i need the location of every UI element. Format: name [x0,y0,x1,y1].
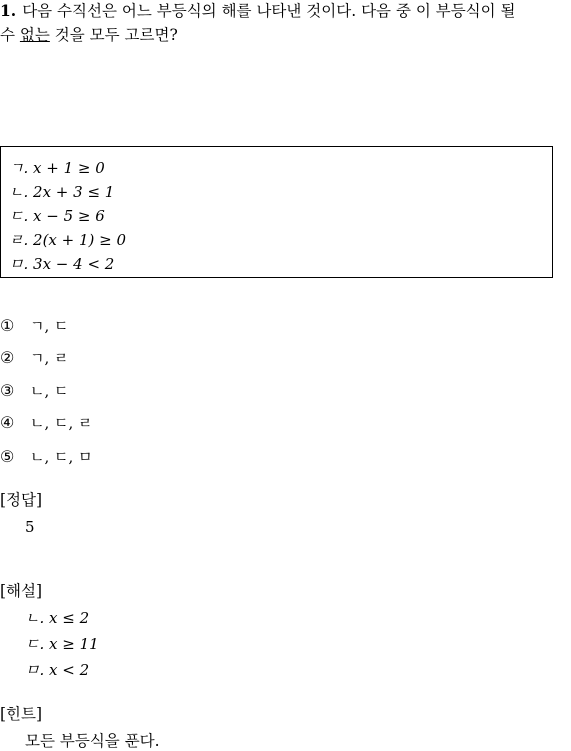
explanation-line: ㄴ. x ≤ 2 [25,609,90,627]
choice-3[interactable] [0,381,69,401]
choice-2[interactable] [0,348,69,368]
inequality-item: ㄹ. 2(x + 1) ≥ 0 [9,231,127,249]
question-line-1 [0,0,516,22]
question-text-2a: 수 [0,26,20,44]
choice-text: ㄱ, ㄷ [30,317,69,335]
hint-text: 모든 부등식을 푼다. [25,732,160,750]
choice-number: ④ [0,413,15,432]
explanation-line: ㅁ. x < 2 [25,661,90,679]
hint-label: [힌트] [0,705,43,723]
question-number: 1. [0,1,17,20]
choice-number: ① [0,316,15,335]
inequality-item: ㄱ. x + 1 ≥ 0 [9,159,105,177]
answer-value: 5 [25,518,35,536]
question-text-1: 다음 수직선은 어느 부등식의 해를 나타낸 것이다. 다음 중 이 부등식이 될 [22,2,516,20]
question-emphasis: 없는 [19,26,50,44]
explanation-label: [해설] [0,582,43,600]
question-line-2 [0,24,178,46]
choice-4[interactable] [0,413,93,433]
choice-number: ⑤ [0,447,15,466]
inequality-item: ㄷ. x − 5 ≥ 6 [9,207,105,225]
explanation-line: ㄷ. x ≥ 11 [25,635,99,653]
choice-1[interactable] [0,316,69,336]
choice-text: ㄴ, ㄷ [30,382,69,400]
choice-text: ㄴ, ㄷ, ㅁ [30,448,93,466]
inequality-item: ㅁ. 3x − 4 < 2 [9,255,115,273]
answer-label: [정답] [0,491,43,509]
inequality-box [0,146,553,278]
question-text-2b: 것을 모두 고르면? [49,26,178,44]
inequality-item: ㄴ. 2x + 3 ≤ 1 [9,183,115,201]
choice-text: ㄴ, ㄷ, ㄹ [30,414,93,432]
choice-number: ③ [0,381,15,400]
choice-5[interactable] [0,447,93,467]
choice-number: ② [0,348,15,367]
choice-text: ㄱ, ㄹ [30,349,69,367]
